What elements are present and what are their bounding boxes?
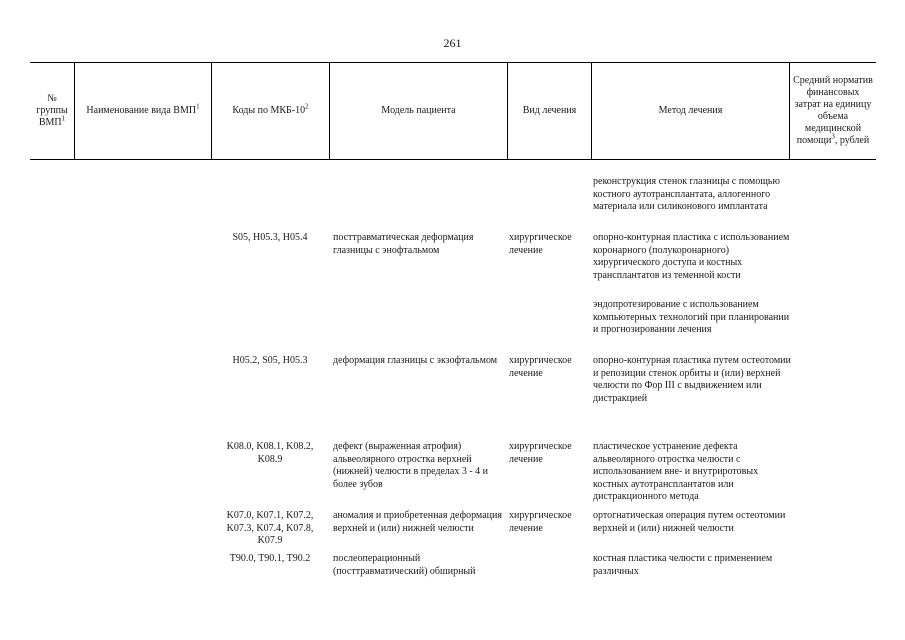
method-cell: костная пластика челюсти с применением различных: [593, 553, 773, 577]
header-cost: [790, 63, 876, 159]
header-cost-text: Средний норматив финансовых затрат на единицу объема медицинской помощи: [793, 75, 873, 146]
header-model-text: Модель пациента: [381, 105, 456, 116]
footnote-mark: 2: [305, 102, 309, 111]
codes-cell: S05, H05.3, H05.4: [232, 232, 308, 243]
page-number: 261: [443, 36, 462, 50]
header-group-number-text: № группы ВМП: [36, 93, 68, 128]
header-group-number: [30, 63, 75, 159]
method-cell: реконструкция стенок глазницы с помощью костного аутотрансплантата, аллогенного материала или силиконового имплантата: [593, 176, 780, 212]
footnote-mark: 1: [196, 102, 200, 111]
header-codes-text: Коды по МКБ-10: [232, 105, 306, 116]
header-codes: [212, 63, 330, 159]
treatment-cell: хирургическое лечение: [509, 510, 572, 534]
model-cell: деформация глазницы с экзофтальмом: [333, 355, 498, 366]
treatment-cell: хирургическое лечение: [509, 441, 572, 465]
header-name: [75, 63, 212, 159]
model-cell: дефект (выраженная атрофия) альвеолярного отростка верхней (нижней) челюсти в пределах 3 - 4 и более зубов: [333, 441, 489, 490]
header-treatment-text: Вид лечения: [522, 105, 577, 116]
method-cell: опорно-контурная пластика путем остеотомии и репозиции стенок орбиты и (или) верхней челюсти по Фор III с выдвижением или дистракцией: [593, 355, 791, 404]
method-cell: опорно-контурная пластика с использованием коронарного (полукоронарного) хирургического доступа и костных трансплантатов из теменной кости: [593, 232, 790, 281]
header-method: [592, 63, 790, 159]
model-cell: посттравматическая деформация глазницы с энофтальмом: [333, 232, 474, 256]
model-cell: аномалия и приобретенная деформация верхней и (или) нижней челюсти: [333, 510, 502, 534]
header-treatment: [508, 63, 592, 159]
header-model: [330, 63, 508, 159]
footnote-mark: 1: [61, 114, 66, 123]
codes-cell: K07.0, K07.1, K07.2, K07.3, K07.4, K07.8, K07.9: [226, 510, 314, 546]
treatment-cell: хирургическое лечение: [509, 355, 572, 379]
footnote-mark: 3: [831, 132, 835, 141]
header-method-text: Метод лечения: [658, 105, 723, 116]
method-cell: эндопротезирование с использованием компьютерных технологий при планировании и прогнозировании лечения: [593, 299, 790, 335]
table-header: [30, 62, 876, 160]
model-cell: послеоперационный (посттравматический) обширный: [333, 553, 476, 577]
codes-cell: K08.0, K08.1, K08.2, K08.9: [226, 441, 314, 465]
codes-cell: T90.0, T90.1, T90.2: [229, 553, 311, 564]
method-cell: ортогнатическая операция путем остеотомии верхней и (или) нижней челюсти: [593, 510, 786, 534]
header-name-text: Наименование вида ВМП: [86, 105, 197, 116]
header-cost-suffix: , рублей: [834, 135, 870, 146]
method-cell: пластическое устранение дефекта альвеолярного отростка челюсти с использованием вне- и внутриротовых костных аутотрансплантатов или дистракционного метода: [593, 441, 759, 502]
codes-cell: H05.2, S05, H05.3: [232, 355, 308, 366]
treatment-cell: хирургическое лечение: [509, 232, 572, 256]
